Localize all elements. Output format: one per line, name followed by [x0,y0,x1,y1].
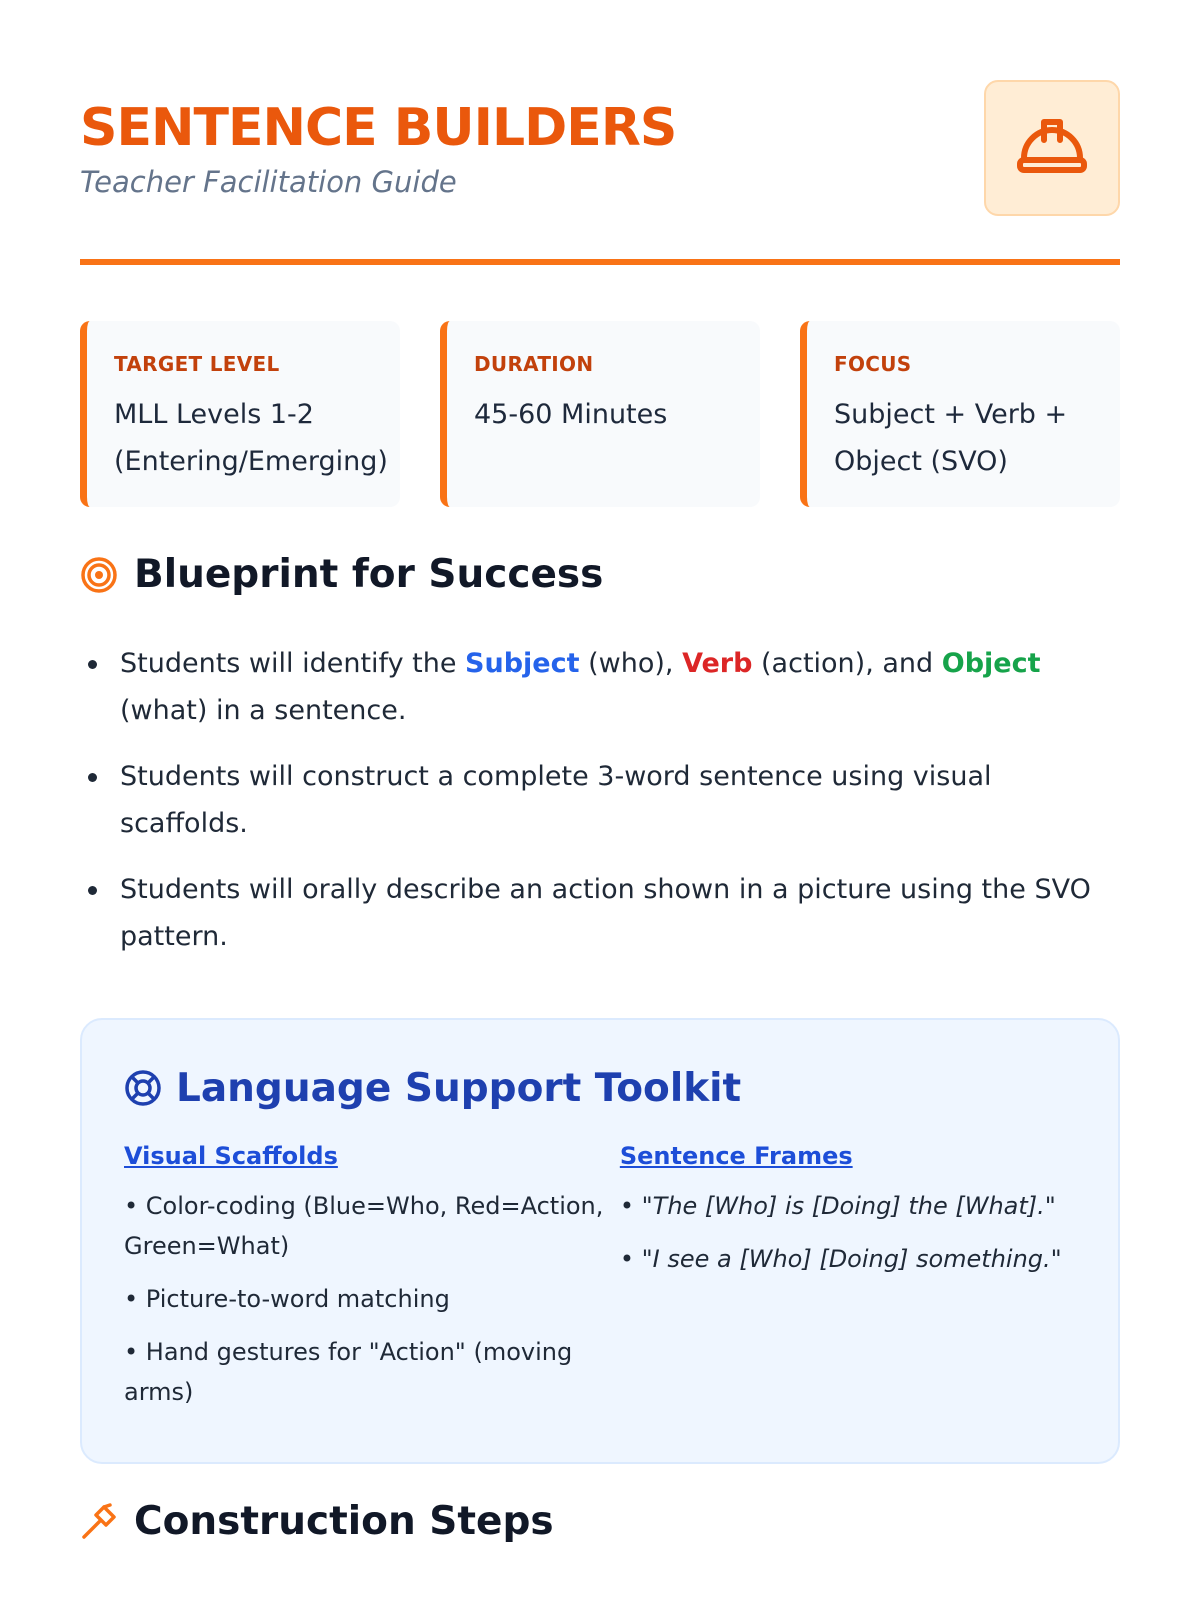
section-title: Blueprint for Success [134,552,604,597]
object-highlight: Object [941,648,1041,679]
card-label: DURATION [474,352,594,376]
info-cards [80,321,1120,507]
language-support-toolkit [80,1018,1120,1464]
card-label: TARGET LEVEL [114,352,280,376]
target-icon [80,556,118,594]
objective-text: (who), [579,648,683,679]
visual-scaffolds-title: Visual Scaffolds [124,1142,338,1170]
list-item: • Hand gestures for "Action" (moving arms) [124,1338,573,1406]
toolkit-heading [124,1060,1076,1116]
card-label: FOCUS [834,352,912,376]
list-item: • "I see a [Who] [Doing] something." [619,1245,1062,1273]
card-value: Subject + Verb + Object (SVO) [834,399,1068,477]
card-value: MLL Levels 1-2 (Entering/Emerging) [114,399,388,477]
list-item: • Color-coding (Blue=Who, Red=Action, Green=What) [124,1192,604,1260]
visual-scaffolds-column [124,1138,620,1425]
objective-text: (what) in a sentence. [120,695,407,726]
subject-highlight: Subject [465,648,580,679]
construction-heading [80,1498,554,1546]
visual-scaffolds-list [124,1186,620,1412]
lifebuoy-icon [124,1069,162,1107]
list-item: • "The [Who] is [Doing] the [What]." [619,1192,1056,1220]
hammer-icon [80,1503,118,1541]
objective-item: Students will construct a complete 3-word sentence using visual scaffolds. [80,753,1120,847]
page-subtitle: Teacher Facilitation Guide [80,165,457,199]
header-divider [80,259,1120,265]
objective-text: (action), and [752,648,942,679]
guide-page [80,0,1120,1544]
blueprint-heading [80,551,603,599]
sentence-frames-title: Sentence Frames [619,1142,853,1170]
list-item: • Picture-to-word matching [124,1285,450,1313]
section-title: Language Support Toolkit [176,1065,742,1111]
objective-item: Students will orally describe an action shown in a picture using the SVO pattern. [80,866,1120,960]
logo-badge [984,80,1120,216]
sentence-frames-list [620,1186,1076,1279]
verb-highlight: Verb [682,648,753,679]
header [80,0,1120,270]
section-title: Construction Steps [134,1499,554,1544]
objectives-list [80,640,1120,979]
objective-item [80,640,1120,734]
info-card-target-level [80,321,400,507]
hard-hat-icon [1016,118,1088,178]
objective-text: Students will identify the [120,648,466,679]
sentence-frames-column [620,1138,1076,1425]
info-card-focus [800,321,1120,507]
page-title: SENTENCE BUILDERS [80,98,677,158]
toolkit-columns [124,1138,1076,1425]
info-card-duration [440,321,760,507]
card-value: 45-60 Minutes [474,399,668,430]
